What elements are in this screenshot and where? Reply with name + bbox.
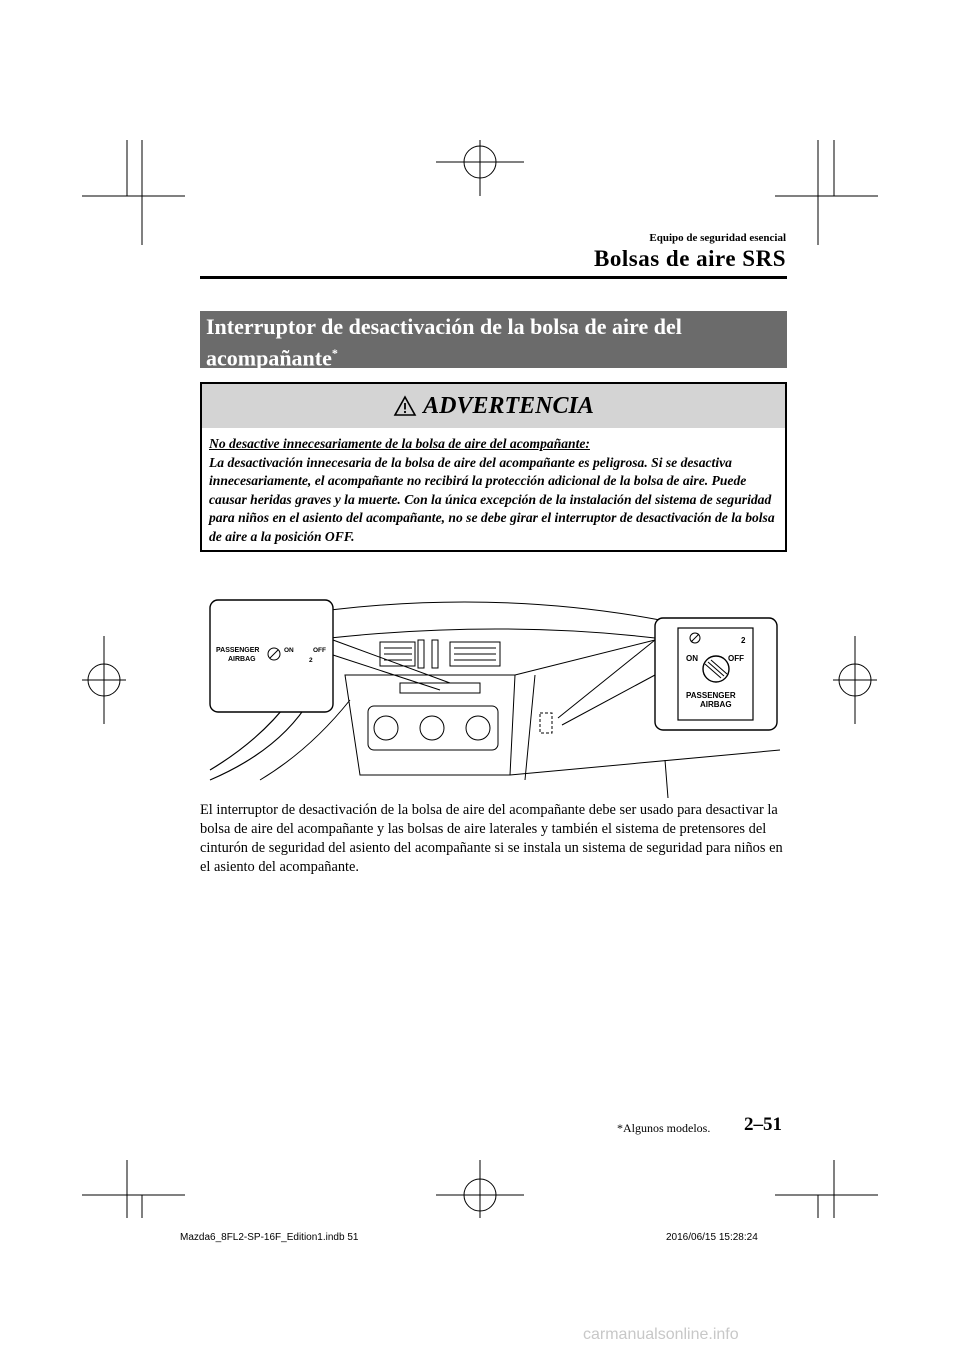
warning-box bbox=[200, 382, 787, 552]
topic-footnote-mark: * bbox=[331, 346, 338, 360]
left-on-label: ON bbox=[284, 647, 294, 654]
body-paragraph: El interruptor de desactivación de la bolsa de aire del acompañante debe ser usado para desactivar la bolsa de aire del acompañante y las bolsas de aire laterales y también el sistema de pretensores del cinturón de seguridad del asiento del acompañante si se instala un sistema de seguridad para niños en el asiento del acompañante. bbox=[200, 802, 783, 875]
warning-title: ADVERTENCIA bbox=[423, 392, 594, 419]
left-off-label: OFF bbox=[313, 647, 326, 654]
topic-heading bbox=[200, 311, 787, 371]
left-num-label: 2 bbox=[309, 657, 313, 664]
warning-body bbox=[202, 428, 785, 547]
topic-title: Interruptor de desactivación de la bolsa de aire del acompañante bbox=[206, 314, 682, 371]
watermark-site: carmanualsonline.info bbox=[583, 1326, 739, 1343]
right-off-label: OFF bbox=[728, 654, 744, 663]
print-slug-file: Mazda6_8FL2-SP-16F_Edition1.indb 51 bbox=[180, 1232, 359, 1243]
left-passenger-label: PASSENGER bbox=[216, 647, 260, 654]
warning-header bbox=[202, 384, 785, 428]
header-rule bbox=[200, 276, 787, 279]
dashboard-illustration bbox=[200, 580, 787, 798]
chapter-title: Equipo de seguridad esencial bbox=[649, 232, 786, 244]
right-num-label: 2 bbox=[741, 636, 746, 645]
left-airbag-label: AIRBAG bbox=[228, 656, 256, 663]
section-title: Bolsas de aire SRS bbox=[594, 246, 786, 271]
right-passenger-label: PASSENGER bbox=[686, 691, 736, 700]
warning-triangle-icon bbox=[393, 395, 417, 417]
print-slug-date: 2016/06/15 15:28:24 bbox=[666, 1232, 758, 1243]
page-number: 2–51 bbox=[744, 1114, 782, 1135]
warning-text: La desactivación innecesaria de la bolsa de aire del acompañante es peligrosa. Si se desactiva innecesariamente, el acompañante no recibirá la protección adicional de la bolsa de aire. Puede causar heridas graves y la muerte. Con la única excepción de la instalación del sistema de seguridad para niños en el asiento del acompañante, no se debe girar el interruptor de desactivación de la bolsa de aire a la posición OFF. bbox=[209, 454, 775, 544]
right-on-label: ON bbox=[686, 654, 698, 663]
footnote: *Algunos modelos. bbox=[617, 1121, 711, 1135]
warning-lead: No desactive innecesariamente de la bolsa de aire del acompañante: bbox=[209, 436, 590, 451]
right-airbag-label: AIRBAG bbox=[700, 700, 732, 709]
